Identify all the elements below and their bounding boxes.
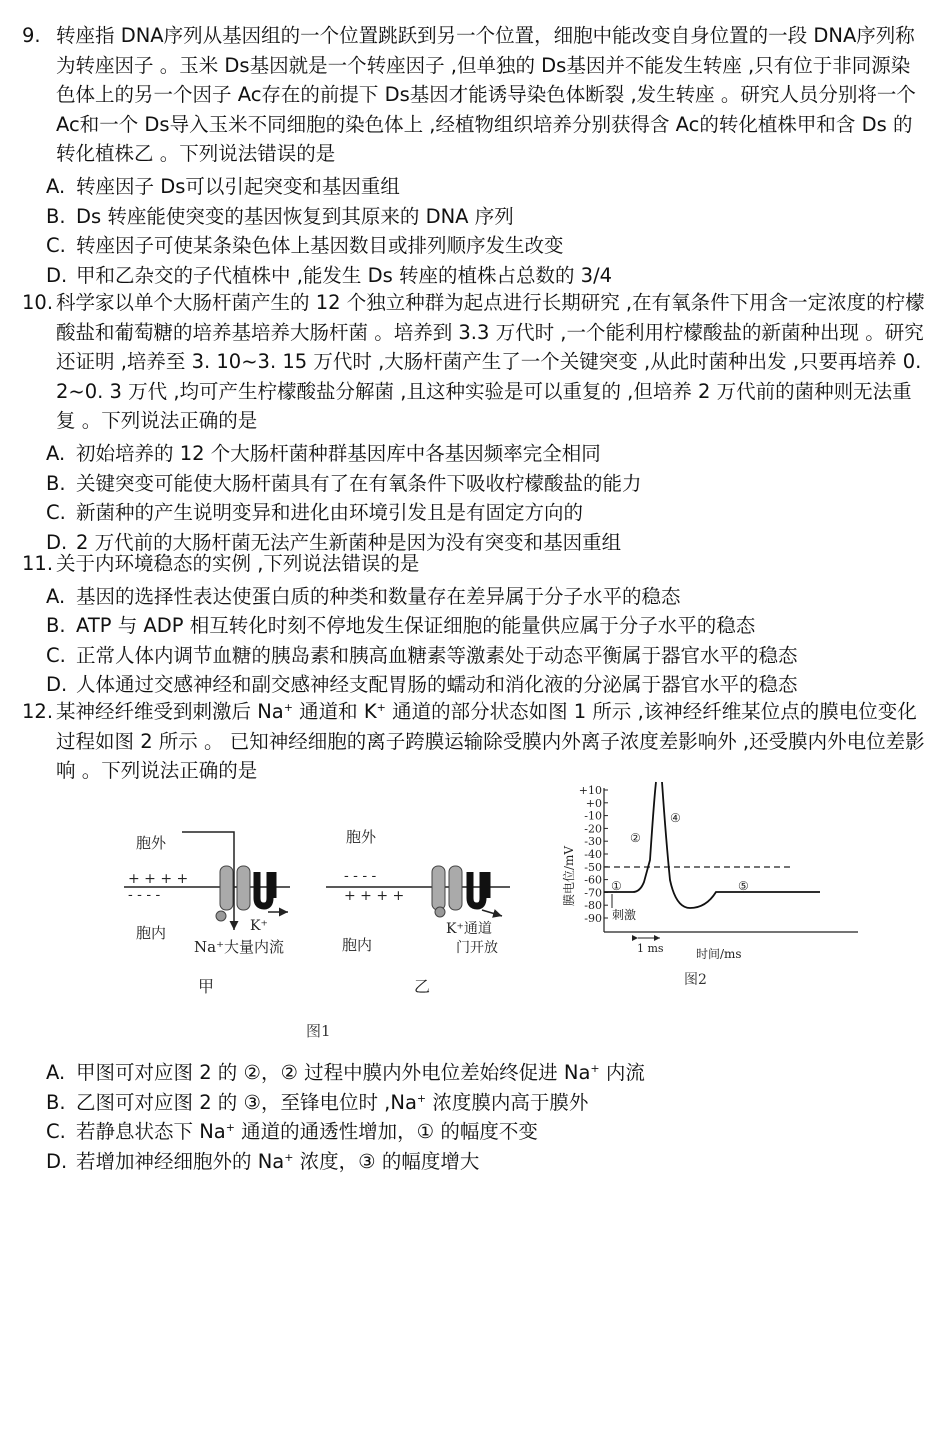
superscript-plus: +	[590, 1062, 600, 1075]
x-axis-label: 时间/ms	[696, 947, 742, 961]
option-text: Ds 转座能使突变的基因恢复到其原来的 DNA 序列	[76, 204, 514, 228]
na-channel-left	[432, 866, 445, 910]
option-text: 初始培养的 12 个大肠杆菌种群基因库中各基因频率完全相同	[76, 441, 601, 465]
option-text: 2 万代前的大肠杆菌无法产生新菌种是因为没有突变和基因重组	[76, 530, 622, 554]
option-label: A.	[46, 441, 66, 465]
superscript-plus: +	[284, 1150, 294, 1164]
option-b[interactable]	[46, 202, 927, 232]
option-b[interactable]	[46, 611, 927, 641]
option-label: A.	[46, 174, 66, 198]
question-11	[22, 549, 927, 700]
panel-jia	[124, 832, 290, 996]
k-channel	[470, 872, 483, 906]
option-d[interactable]	[46, 1147, 645, 1177]
y-tick-label: +10	[578, 784, 602, 797]
y-tick-label: -10	[584, 809, 602, 823]
option-d[interactable]	[46, 261, 927, 291]
question-number: 10.	[22, 291, 54, 314]
option-label: C.	[46, 1120, 66, 1144]
option-c[interactable]	[46, 1117, 645, 1147]
option-text: 新菌种的产生说明变异和进化由环境引发且是有固定方向的	[76, 501, 584, 525]
option-text: 基因的选择性表达使蛋白质的种类和数量存在差异属于分子水平的稳态	[76, 584, 681, 608]
k-channel-label-2: 门开放	[456, 940, 498, 956]
option-label: D.	[46, 1149, 68, 1173]
question-12-options	[46, 1058, 645, 1176]
option-c[interactable]	[46, 498, 927, 528]
potential-trace	[604, 782, 820, 908]
option-text: 转座因子 Ds可以引起突变和基因重组	[76, 174, 400, 198]
option-text: 浓度膜内高于膜外	[426, 1090, 589, 1114]
panel-yi	[326, 828, 510, 996]
y-axis-label: 膜电位/mV	[562, 845, 576, 907]
option-label: B.	[46, 1090, 66, 1114]
k-efflux-arrow	[482, 910, 502, 916]
question-12	[22, 697, 927, 786]
na-channel-left	[220, 866, 233, 910]
option-text: 关键突变可能使大肠杆菌具有了在有氧条件下吸收柠檬酸盐的能力	[76, 471, 642, 495]
y-tick-label: -20	[584, 822, 602, 836]
option-label: D.	[46, 530, 68, 554]
question-text: 转座指 DNA序列从基因组的一个位置跳跃到另一个位置，细胞中能改变自身位置的一段 DNA序列称为转座因子 。玉米 Ds基因就是一个转座因子 ,但单独的 Ds基因并不能发生转座 ,只有位于非同源染色体上的另一个因子 Ac存在的前提下 Ds基因才能诱导染色体断裂 ,发生转座 。研究人员分别将一个 Ac和一个 Ds导入玉米不同细胞的染色体上 ,经植物组织培养分别获得含 Ac的转化植株甲和含 Ds 的转化植株乙 。下列说法错误的是	[56, 24, 916, 166]
channel-gate	[435, 907, 445, 917]
superscript-plus: +	[416, 1091, 427, 1105]
charges-bottom: + + + +	[344, 888, 405, 904]
option-label: D.	[46, 673, 68, 697]
inside-label: 胞内	[136, 924, 167, 942]
question-stem	[22, 288, 927, 436]
option-list	[46, 439, 927, 557]
phase-marker-2: ②	[630, 831, 641, 845]
option-b[interactable]	[46, 469, 927, 499]
option-label: C.	[46, 234, 66, 258]
superscript-plus: +	[225, 1121, 235, 1135]
question-9	[22, 21, 927, 290]
question-number: 9.	[22, 24, 41, 47]
superscript-plus: +	[283, 701, 293, 714]
option-label: C.	[46, 501, 66, 525]
option-label: D.	[46, 263, 68, 287]
y-tick-label: -60	[584, 873, 602, 887]
option-a[interactable]	[46, 1058, 645, 1088]
k-channel	[257, 872, 270, 906]
figure1-caption: 图1	[306, 1022, 331, 1040]
question-text-part: 某神经纤维受到刺激后 Na	[56, 700, 284, 723]
inside-label: 胞内	[342, 936, 373, 954]
option-b[interactable]	[46, 1088, 645, 1118]
option-list	[46, 172, 927, 290]
panel-label: 甲	[198, 977, 215, 996]
option-label: C.	[46, 643, 66, 667]
y-tick-label: +0	[585, 796, 602, 810]
question-number: 12.	[22, 700, 54, 723]
option-a[interactable]	[46, 582, 927, 612]
option-text: 通道的通透性增加，① 的幅度不变	[234, 1120, 538, 1144]
option-text: 人体通过交感神经和副交感神经支配胃肠的蠕动和消化液的分泌属于器官水平的稳态	[76, 673, 798, 697]
charges-top: + + + +	[128, 871, 189, 887]
y-tick-label: -50	[584, 860, 602, 874]
question-text-part: 通道的部分状态如图 1 所示 ,该神经纤维某位点的膜电位变化过程如图 2 所示 。 已知神经细胞的离子跨膜运输除受膜内外离子浓度差影响外 ,还受膜内外电位差影响 。下列说法正确的是	[56, 700, 925, 783]
option-text: ATP 与 ADP 相互转化时刻不停地发生保证细胞的能量供应属于分子水平的稳态	[76, 614, 756, 638]
option-label: A.	[46, 1061, 66, 1084]
option-text: 若增加神经细胞外的 Na	[76, 1149, 285, 1173]
phase-marker-4: ④	[670, 811, 681, 825]
option-text: 转座因子可使某条染色体上基因数目或排列顺序发生改变	[76, 234, 564, 258]
superscript-plus: +	[376, 701, 386, 714]
y-tick-label: -90	[584, 912, 602, 925]
outside-label: 胞外	[346, 828, 377, 846]
option-c[interactable]	[46, 231, 927, 261]
k-channel-label-1: K⁺通道	[446, 921, 492, 937]
option-a[interactable]	[46, 439, 927, 469]
outside-label: 胞外	[136, 834, 167, 852]
option-label: B.	[46, 614, 66, 638]
question-stem	[22, 549, 927, 579]
time-scale-label: 1 ms	[637, 942, 664, 955]
option-c[interactable]	[46, 641, 927, 671]
option-text: 正常人体内调节血糖的胰岛素和胰高血糖素等激素处于动态平衡属于器官水平的稳态	[76, 643, 798, 667]
figure2-chart	[561, 782, 858, 988]
option-label: B.	[46, 471, 66, 495]
question-text: 关于内环境稳态的实例 ,下列说法错误的是	[56, 552, 420, 575]
question-text-part: 通道和 K	[292, 700, 377, 723]
option-text: 甲和乙杂交的子代植株中 ,能发生 Ds 转座的植株占总数的 3/4	[76, 263, 613, 287]
option-a[interactable]	[46, 172, 927, 202]
option-text: 浓度，③ 的幅度增大	[293, 1149, 480, 1173]
stimulus-label: 刺激	[612, 908, 637, 922]
channel-gate	[216, 911, 226, 921]
na-influx-label: Na⁺大量内流	[194, 938, 284, 956]
y-tick-label: -40	[584, 848, 602, 861]
figure2-caption: 图2	[684, 972, 707, 988]
question-number: 11.	[22, 552, 54, 575]
figure-svg	[110, 780, 870, 1050]
question-text: 科学家以单个大肠杆菌产生的 12 个独立种群为起点进行长期研究 ,在有氧条件下用含一定浓度的柠檬酸盐和葡萄糖的培养基培养大肠杆菌 。培养到 3.3 万代时 ,一个能利用柠檬酸盐的新菌种出现 。研究还证明 ,培养至 3. 10~3. 15 万代时 ,大肠杆菌产生了一个关键突变 ,从此时菌种出发 ,只要再培养 0. 2~0. 3 万代 ,均可产生柠檬酸盐分解菌 ,且这种实验是可以重复的 ,但培养 2 万代前的菌种则无法重复 。下列说法正确的是	[56, 291, 925, 433]
question-stem	[22, 697, 927, 786]
option-label: B.	[46, 204, 66, 228]
option-text: 若静息状态下 Na	[76, 1120, 226, 1144]
figure-area	[110, 780, 870, 1050]
option-text: 内流	[599, 1061, 645, 1084]
k-label: K⁺	[250, 918, 268, 934]
charges-top: - - - -	[344, 868, 377, 884]
option-text: 乙图可对应图 2 的 ③，至锋电位时 ,Na	[76, 1090, 417, 1114]
question-stem	[22, 21, 927, 169]
na-channel-right	[237, 866, 250, 910]
charges-bottom: - - - -	[128, 887, 161, 903]
phase-marker-1: ①	[611, 879, 622, 893]
option-label: A.	[46, 584, 66, 608]
y-tick-label: -70	[584, 886, 602, 900]
question-10	[22, 288, 927, 557]
option-d[interactable]	[46, 670, 927, 700]
option-list	[46, 582, 927, 700]
y-tick-label: -80	[584, 899, 602, 913]
y-tick-label: -30	[584, 835, 602, 849]
panel-label: 乙	[414, 977, 431, 996]
phase-marker-5: ⑤	[738, 879, 749, 893]
na-channel-right	[449, 866, 462, 910]
option-text: 甲图可对应图 2 的 ②，② 过程中膜内外电位差始终促进 Na	[76, 1061, 591, 1084]
